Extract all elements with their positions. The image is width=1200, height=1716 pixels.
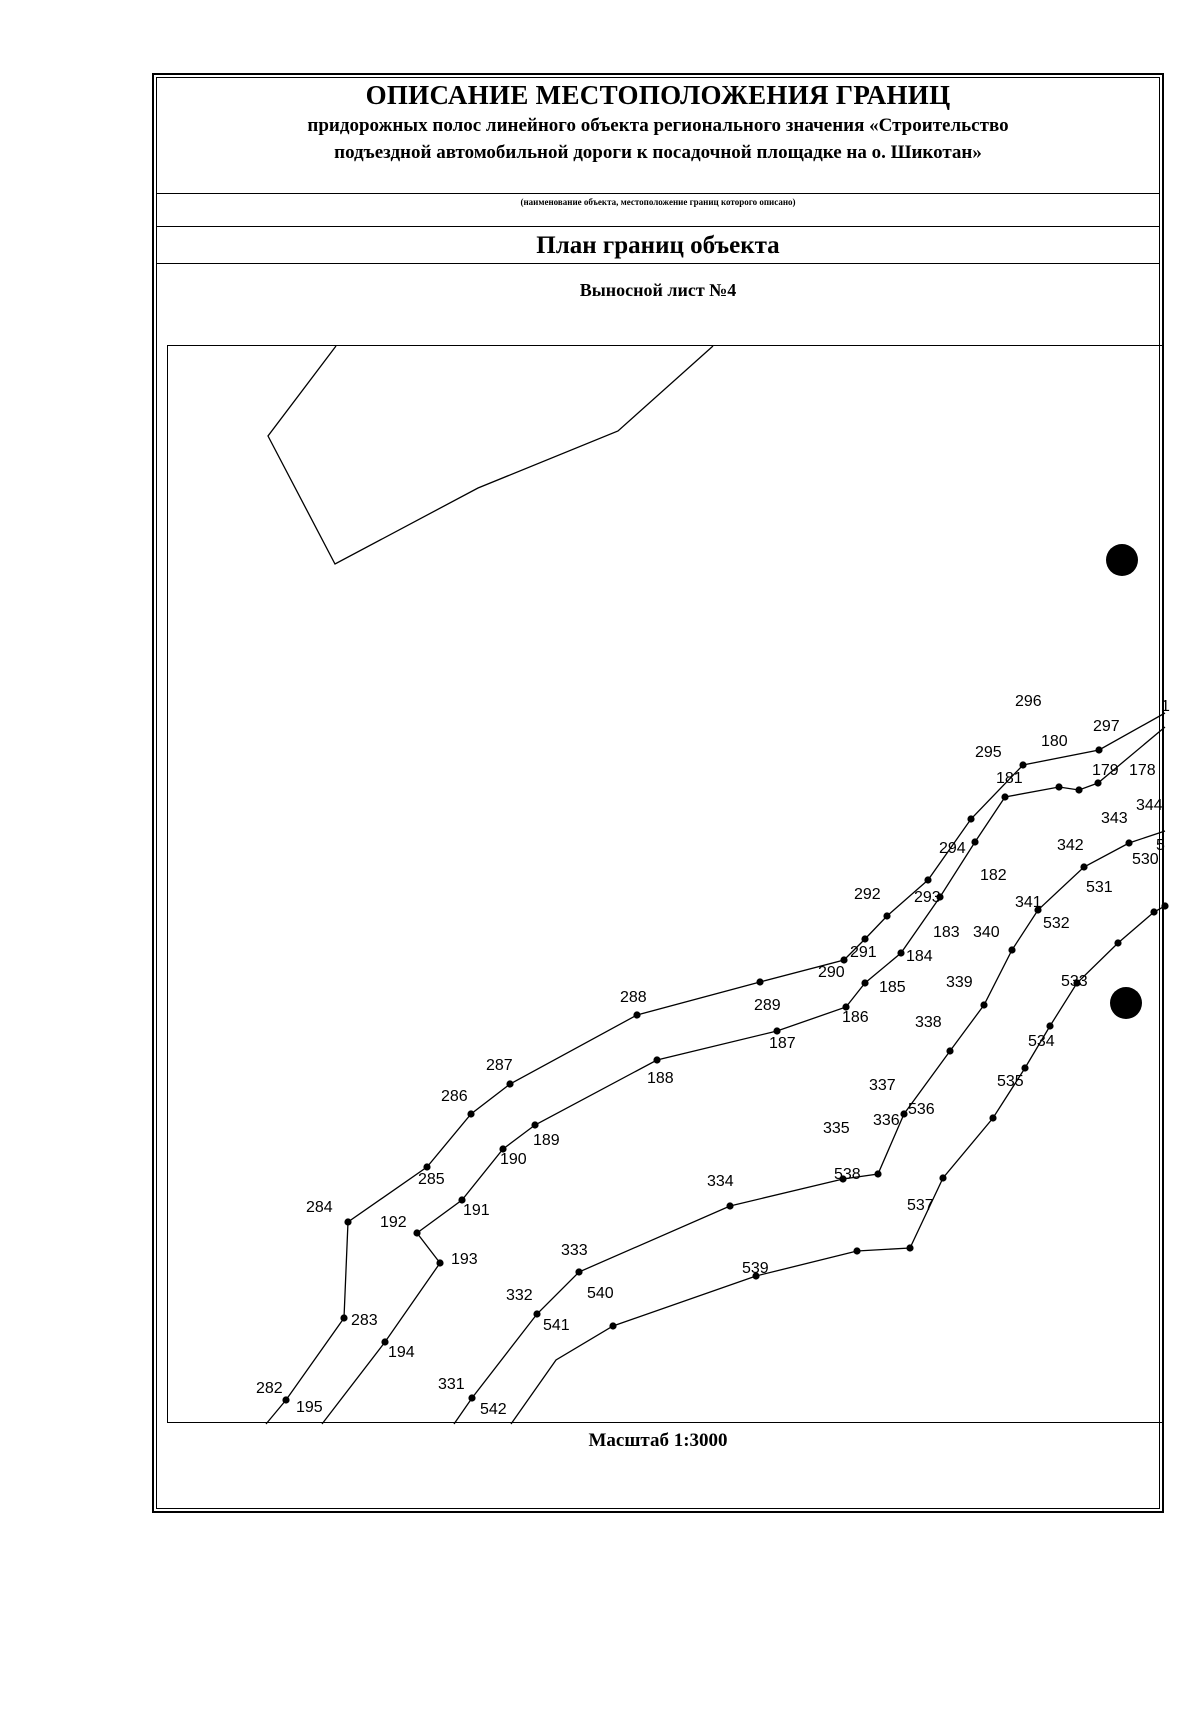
point-label: 540 — [587, 1285, 614, 1302]
point-label: 296 — [1015, 693, 1042, 710]
boundary-point-marker — [971, 838, 978, 845]
point-label: 292 — [854, 886, 881, 903]
boundary-point-marker — [1008, 946, 1015, 953]
point-label: 535 — [997, 1073, 1024, 1090]
point-label: 285 — [418, 1171, 445, 1188]
plan-title: План границ объекта — [536, 232, 780, 259]
sheet-title: Выносной лист №4 — [579, 280, 737, 300]
boundary-point-marker — [344, 1218, 351, 1225]
point-label: 193 — [451, 1251, 478, 1268]
document-title: ОПИСАНИЕ МЕСТОПОЛОЖЕНИЯ ГРАНИЦ — [365, 80, 951, 110]
boundary-point-marker — [874, 1170, 881, 1177]
point-label: 283 — [351, 1312, 378, 1329]
point-label: 195 — [296, 1399, 323, 1416]
point-label: 185 — [879, 979, 906, 996]
boundary-point-marker — [946, 1047, 953, 1054]
point-label: 282 — [256, 1380, 283, 1397]
point-label: 289 — [754, 997, 781, 1014]
point-label: 186 — [842, 1009, 869, 1026]
point-label: 288 — [620, 989, 647, 1006]
point-label: 337 — [869, 1077, 896, 1094]
boundary-point-marker — [1114, 939, 1121, 946]
document-subtitle — [156, 112, 1160, 166]
plan-title-divider — [156, 263, 1160, 264]
boundary-point-marker — [436, 1259, 443, 1266]
point-label: 340 — [973, 924, 1000, 941]
point-label: 339 — [946, 974, 973, 991]
boundary-point-marker — [756, 978, 763, 985]
point-label: 180 — [1041, 733, 1068, 750]
boundary-point-marker — [989, 1114, 996, 1121]
boundary-point-marker — [726, 1202, 733, 1209]
header-divider — [156, 193, 1160, 194]
point-label: 533 — [1061, 973, 1088, 990]
point-label: 183 — [933, 924, 960, 941]
point-label: 297 — [1093, 718, 1120, 735]
boundary-point-marker — [506, 1080, 513, 1087]
point-label: 333 — [561, 1242, 588, 1259]
subtitle-line-1: придорожных полос линейного объекта регионального значения «Строительство — [307, 115, 1009, 136]
point-label: 343 — [1101, 810, 1128, 827]
point-label: 191 — [463, 1202, 490, 1219]
point-label: 1 — [1161, 698, 1170, 715]
point-label: 530 — [1132, 851, 1159, 868]
point-label: 188 — [647, 1070, 674, 1087]
boundary-point-marker — [413, 1229, 420, 1236]
point-label: 537 — [907, 1197, 934, 1214]
boundary-point-marker — [1094, 779, 1101, 786]
binding-hole-mark — [1110, 987, 1142, 1019]
point-label: 341 — [1015, 894, 1042, 911]
point-label: 187 — [769, 1035, 796, 1052]
boundary-point-marker — [900, 1110, 907, 1117]
point-label: 184 — [906, 948, 933, 965]
subtitle-line-2: подъездной автомобильной дороги к посадочной площадке на о. Шикотан» — [334, 142, 982, 163]
point-label: 541 — [543, 1317, 570, 1334]
boundary-point-marker — [924, 876, 931, 883]
point-label: 336 — [873, 1112, 900, 1129]
boundary-map — [167, 345, 1170, 1423]
boundary-point-marker — [861, 935, 868, 942]
boundary-point-marker — [1150, 908, 1157, 915]
point-label: 344 — [1136, 797, 1163, 814]
boundary-point-marker — [423, 1163, 430, 1170]
boundary-point-marker — [1125, 839, 1132, 846]
boundary-point-marker — [853, 1247, 860, 1254]
point-label: 284 — [306, 1199, 333, 1216]
point-label: 286 — [441, 1088, 468, 1105]
boundary-point-marker — [1021, 1064, 1028, 1071]
binding-hole-mark — [1106, 544, 1138, 576]
point-label: 291 — [850, 944, 877, 961]
point-label: 539 — [742, 1260, 769, 1277]
boundary-point-marker — [861, 979, 868, 986]
boundary-point-marker — [533, 1310, 540, 1317]
boundary-point-marker — [773, 1027, 780, 1034]
boundary-point-marker — [340, 1314, 347, 1321]
boundary-point-marker — [840, 956, 847, 963]
point-label: 338 — [915, 1014, 942, 1031]
point-label: 534 — [1028, 1033, 1055, 1050]
boundary-point-marker — [1075, 786, 1082, 793]
boundary-point-marker — [883, 912, 890, 919]
boundary-point-marker — [633, 1011, 640, 1018]
caption-divider — [156, 226, 1160, 227]
boundary-point-marker — [1001, 793, 1008, 800]
boundary-point-marker — [609, 1322, 616, 1329]
point-label: 342 — [1057, 837, 1084, 854]
boundary-point-marker — [967, 815, 974, 822]
point-label: 189 — [533, 1132, 560, 1149]
map-scale: Масштаб 1:3000 — [588, 1430, 728, 1451]
boundary-point-marker — [939, 1174, 946, 1181]
boundary-point-marker — [1161, 902, 1168, 909]
point-label: 192 — [380, 1214, 407, 1231]
point-label: 179 — [1092, 762, 1119, 779]
point-label: 194 — [388, 1344, 415, 1361]
point-label: 531 — [1086, 879, 1113, 896]
boundary-point-marker — [653, 1056, 660, 1063]
boundary-point-marker — [467, 1110, 474, 1117]
boundary-point-marker — [531, 1121, 538, 1128]
point-label: 542 — [480, 1401, 507, 1418]
point-label: 294 — [939, 840, 966, 857]
point-label: 190 — [500, 1151, 527, 1168]
boundary-point-marker — [282, 1396, 289, 1403]
point-label: 182 — [980, 867, 1007, 884]
boundary-point-marker — [1080, 863, 1087, 870]
boundary-point-marker — [1046, 1022, 1053, 1029]
point-label: 293 — [914, 889, 941, 906]
boundary-point-marker — [980, 1001, 987, 1008]
point-label: 290 — [818, 964, 845, 981]
boundary-map-svg — [168, 346, 1170, 1424]
point-label: 331 — [438, 1376, 465, 1393]
point-label: 536 — [908, 1101, 935, 1118]
boundary-point-marker — [468, 1394, 475, 1401]
point-label: 538 — [834, 1166, 861, 1183]
boundary-line-b — [322, 727, 1165, 1424]
boundary-point-marker — [1055, 783, 1062, 790]
point-label: 295 — [975, 744, 1002, 761]
boundary-line-a — [266, 713, 1165, 1424]
point-label: 178 — [1129, 762, 1156, 779]
point-label: 5 — [1156, 837, 1165, 854]
boundary-point-marker — [897, 949, 904, 956]
object-caption: (наименование объекта, местоположение границ которого описано) — [520, 197, 796, 207]
point-label: 335 — [823, 1120, 850, 1137]
point-label: 332 — [506, 1287, 533, 1304]
boundary-point-marker — [1019, 761, 1026, 768]
boundary-point-marker — [575, 1268, 582, 1275]
point-label: 334 — [707, 1173, 734, 1190]
point-label: 181 — [996, 770, 1023, 787]
boundary-point-marker — [906, 1244, 913, 1251]
point-label: 532 — [1043, 915, 1070, 932]
boundary-top-shape — [268, 346, 713, 564]
boundary-point-marker — [1095, 746, 1102, 753]
point-label: 287 — [486, 1057, 513, 1074]
